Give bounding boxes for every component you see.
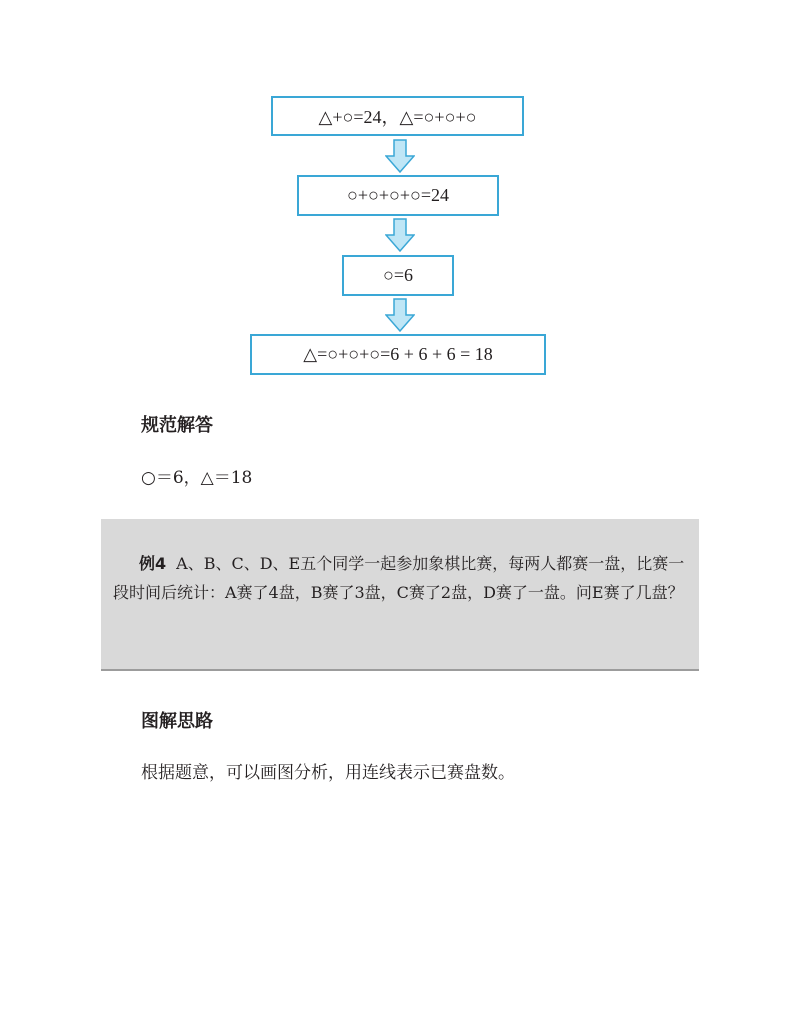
flow-step-2-text: ○+○+○+○=24 bbox=[346, 185, 450, 205]
flow-step-4-text: △=○+○+○=6 + 6 + 6 = 18 bbox=[303, 344, 493, 364]
down-arrow-icon bbox=[385, 139, 415, 173]
down-arrow-icon bbox=[385, 298, 415, 332]
flow-step-2 bbox=[297, 175, 499, 216]
flow-step-3 bbox=[342, 255, 454, 296]
solution-heading: 规范解答 bbox=[141, 415, 213, 436]
flow-step-4 bbox=[250, 334, 546, 375]
flow-step-1 bbox=[271, 96, 524, 136]
example-box bbox=[101, 519, 699, 671]
solution-answer: ○＝6，△＝18 bbox=[141, 468, 253, 488]
approach-heading: 图解思路 bbox=[141, 711, 213, 732]
example-text: A、B、C、D、E五个同学一起参加象棋比赛，每两人都赛一盘，比赛一段时间后统计：A赛了4盘，B赛了3盘，C赛了2盘，D赛了一盘。问E赛了几盘？ bbox=[113, 554, 685, 602]
approach-text: 根据题意，可以画图分析，用连线表示已赛盘数。 bbox=[141, 763, 515, 783]
example-label: 例4 bbox=[139, 554, 167, 573]
flow-step-1-text: △+○=24，△=○+○+○ bbox=[318, 107, 477, 127]
down-arrow-icon bbox=[385, 218, 415, 252]
flow-step-3-text: ○=6 bbox=[382, 265, 414, 285]
